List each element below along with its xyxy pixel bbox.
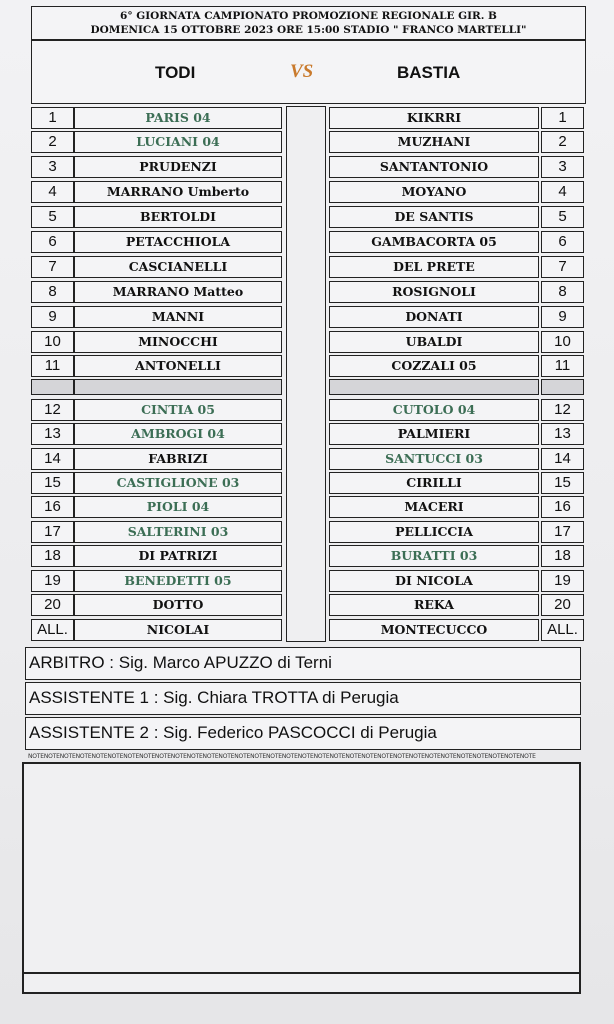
home-starter-player: PRUDENZI bbox=[74, 156, 282, 178]
match-title: 6° GIORNATA CAMPIONATO PROMOZIONE REGIONALE GIR. B bbox=[120, 10, 497, 22]
home-sub-player: CINTIA 05 bbox=[74, 399, 282, 421]
notes-divider bbox=[24, 972, 579, 974]
home-starter-number: 11 bbox=[31, 355, 74, 377]
home-sub-number: ALL. bbox=[31, 619, 74, 641]
away-starter-player: MOYANO bbox=[329, 181, 539, 203]
home-sub-player: DOTTO bbox=[74, 594, 282, 616]
home-starter-player: BERTOLDI bbox=[74, 206, 282, 228]
home-starter-player: PARIS 04 bbox=[74, 107, 282, 129]
away-starter-player: UBALDI bbox=[329, 331, 539, 353]
away-starter-player: MUZHANI bbox=[329, 131, 539, 153]
home-sub-player: AMBROGI 04 bbox=[74, 423, 282, 445]
home-starter-number: 4 bbox=[31, 181, 74, 203]
home-team-name: TODI bbox=[155, 63, 196, 82]
home-starter-player: ANTONELLI bbox=[74, 355, 282, 377]
match-header bbox=[31, 6, 586, 40]
away-sub-player: CIRILLI bbox=[329, 472, 539, 494]
home-starter-number: 8 bbox=[31, 281, 74, 303]
assistant2-row: ASSISTENTE 2 : Sig. Federico PASCOCCI di Perugia bbox=[25, 717, 581, 750]
home-starter-number: 6 bbox=[31, 231, 74, 253]
home-sub-number: 18 bbox=[31, 545, 74, 567]
home-sub-player: BENEDETTI 05 bbox=[74, 570, 282, 592]
away-sub-number: 14 bbox=[541, 448, 584, 470]
away-starter-number: 2 bbox=[541, 131, 584, 153]
away-sub-number: 13 bbox=[541, 423, 584, 445]
vs-label: VS bbox=[290, 61, 314, 82]
away-sub-number: 16 bbox=[541, 496, 584, 518]
away-starter-number: 6 bbox=[541, 231, 584, 253]
away-sub-number: 19 bbox=[541, 570, 584, 592]
away-starter-number: 10 bbox=[541, 331, 584, 353]
away-sub-number: 18 bbox=[541, 545, 584, 567]
home-starter-player: MARRANO Matteo bbox=[74, 281, 282, 303]
away-sub-player: PALMIERI bbox=[329, 423, 539, 445]
home-sub-number: 19 bbox=[31, 570, 74, 592]
home-starter-player: MARRANO Umberto bbox=[74, 181, 282, 203]
home-sub-number: 20 bbox=[31, 594, 74, 616]
home-sub-player: CASTIGLIONE 03 bbox=[74, 472, 282, 494]
home-starter-number: 10 bbox=[31, 331, 74, 353]
away-sub-player: PELLICCIA bbox=[329, 521, 539, 543]
away-sub-player: BURATTI 03 bbox=[329, 545, 539, 567]
away-sub-player: CUTOLO 04 bbox=[329, 399, 539, 421]
home-sub-number: 16 bbox=[31, 496, 74, 518]
away-starter-number: 11 bbox=[541, 355, 584, 377]
away-sub-player: DI NICOLA bbox=[329, 570, 539, 592]
home-sub-number: 13 bbox=[31, 423, 74, 445]
away-team-name: BASTIA bbox=[397, 63, 461, 82]
home-sub-player: SALTERINI 03 bbox=[74, 521, 282, 543]
home-sub-number: 14 bbox=[31, 448, 74, 470]
away-starter-player: COZZALI 05 bbox=[329, 355, 539, 377]
referee-row: ARBITRO : Sig. Marco APUZZO di Terni bbox=[25, 647, 581, 680]
away-starter-number: 3 bbox=[541, 156, 584, 178]
away-sub-player: MONTECUCCO bbox=[329, 619, 539, 641]
notes-label: NOTENOTENOTENOTENOTENOTENOTENOTENOTENOTENOTENOTENOTENOTENOTENOTENOTENOTENOTENOTENOTENOTENOTENOTENOTENOTENOTENOTENOTENOTENOTENOTE bbox=[28, 753, 536, 760]
home-starter-player: LUCIANI 04 bbox=[74, 131, 282, 153]
away-sub-number: 17 bbox=[541, 521, 584, 543]
separator-cell bbox=[74, 379, 282, 395]
notes-box bbox=[22, 762, 581, 994]
home-sub-number: 12 bbox=[31, 399, 74, 421]
away-starter-player: DE SANTIS bbox=[329, 206, 539, 228]
home-sub-player: PIOLI 04 bbox=[74, 496, 282, 518]
home-starter-number: 7 bbox=[31, 256, 74, 278]
away-starter-number: 4 bbox=[541, 181, 584, 203]
away-starter-number: 1 bbox=[541, 107, 584, 129]
away-starter-number: 5 bbox=[541, 206, 584, 228]
home-starter-player: PETACCHIOLA bbox=[74, 231, 282, 253]
center-divider bbox=[286, 106, 326, 642]
home-starter-number: 3 bbox=[31, 156, 74, 178]
away-starter-player: DEL PRETE bbox=[329, 256, 539, 278]
assistant1-row: ASSISTENTE 1 : Sig. Chiara TROTTA di Perugia bbox=[25, 682, 581, 715]
separator-cell bbox=[31, 379, 74, 395]
away-starter-player: KIKRRI bbox=[329, 107, 539, 129]
home-starter-number: 9 bbox=[31, 306, 74, 328]
home-sub-player: FABRIZI bbox=[74, 448, 282, 470]
home-starter-number: 5 bbox=[31, 206, 74, 228]
home-sub-number: 17 bbox=[31, 521, 74, 543]
home-sub-player: NICOLAI bbox=[74, 619, 282, 641]
match-date-venue: DOMENICA 15 OTTOBRE 2023 ORE 15:00 STADIO " FRANCO MARTELLI" bbox=[90, 24, 527, 36]
away-sub-number: 20 bbox=[541, 594, 584, 616]
home-starter-player: MANNI bbox=[74, 306, 282, 328]
home-sub-player: DI PATRIZI bbox=[74, 545, 282, 567]
away-sub-number: ALL. bbox=[541, 619, 584, 641]
away-sub-number: 15 bbox=[541, 472, 584, 494]
away-sub-player: MACERI bbox=[329, 496, 539, 518]
teams-banner bbox=[31, 40, 586, 104]
away-starter-player: SANTANTONIO bbox=[329, 156, 539, 178]
away-sub-number: 12 bbox=[541, 399, 584, 421]
home-starter-player: CASCIANELLI bbox=[74, 256, 282, 278]
separator-cell bbox=[329, 379, 539, 395]
away-starter-number: 9 bbox=[541, 306, 584, 328]
away-sub-player: REKA bbox=[329, 594, 539, 616]
separator-cell bbox=[541, 379, 584, 395]
home-starter-number: 2 bbox=[31, 131, 74, 153]
home-starter-player: MINOCCHI bbox=[74, 331, 282, 353]
home-sub-number: 15 bbox=[31, 472, 74, 494]
away-starter-player: DONATI bbox=[329, 306, 539, 328]
away-starter-player: ROSIGNOLI bbox=[329, 281, 539, 303]
away-starter-number: 7 bbox=[541, 256, 584, 278]
away-starter-player: GAMBACORTA 05 bbox=[329, 231, 539, 253]
home-starter-number: 1 bbox=[31, 107, 74, 129]
away-sub-player: SANTUCCI 03 bbox=[329, 448, 539, 470]
away-starter-number: 8 bbox=[541, 281, 584, 303]
